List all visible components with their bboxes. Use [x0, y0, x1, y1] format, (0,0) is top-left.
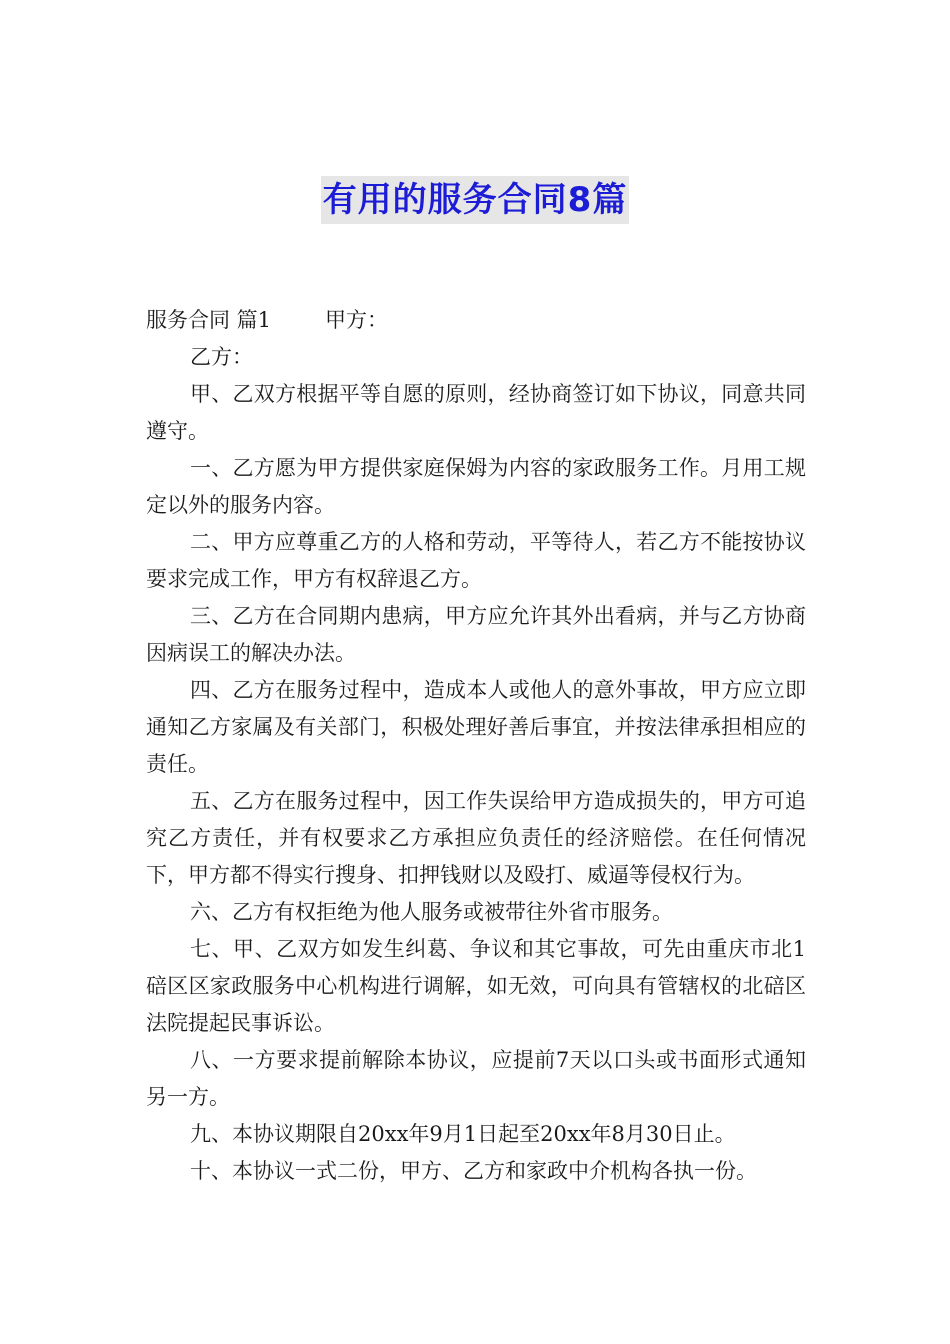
paragraph-preamble: 甲、乙双方根据平等自愿的原则，经协商签订如下协议，同意共同遵守。	[146, 382, 806, 443]
intro-line	[146, 302, 806, 339]
paragraph-clause-8: 八、一方要求提前解除本协议，应提前7天以口头或书面形式通知另一方。	[146, 1048, 806, 1109]
paragraph-clause-10: 十、本协议一式二份，甲方、乙方和家政中介机构各执一份。	[190, 1159, 757, 1183]
document-body	[146, 302, 806, 1190]
section-label: 服务合同 篇1	[146, 308, 272, 332]
title-wrap	[0, 176, 950, 224]
document-title: 有用的服务合同8篇	[321, 176, 630, 224]
paragraph-clause-2: 二、甲方应尊重乙方的人格和劳动，平等待人，若乙方不能按协议要求完成工作，甲方有权辞退乙方。	[146, 530, 806, 591]
paragraph-clause-9: 九、本协议期限自20xx年9月1日起至20xx年8月30日止。	[190, 1122, 736, 1146]
paragraph-clause-6: 六、乙方有权拒绝为他人服务或被带往外省市服务。	[190, 900, 673, 924]
paragraph-clause-4: 四、乙方在服务过程中，造成本人或他人的意外事故，甲方应立即通知乙方家属及有关部门，积极处理好善后事宜，并按法律承担相应的责任。	[146, 678, 806, 776]
party-a-label: 甲方：	[325, 308, 389, 332]
paragraph-clause-1: 一、乙方愿为甲方提供家庭保姆为内容的家政服务工作。月用工规定以外的服务内容。	[146, 456, 806, 517]
paragraph-clause-5: 五、乙方在服务过程中，因工作失误给甲方造成损失的，甲方可追究乙方责任，并有权要求乙方承担应负责任的经济赔偿。在任何情况下，甲方都不得实行搜身、扣押钱财以及殴打、威逼等侵权行为。	[146, 789, 806, 887]
paragraph-clause-3: 三、乙方在合同期内患病，甲方应允许其外出看病，并与乙方协商因病误工的解决办法。	[146, 604, 806, 665]
paragraph-clause-7: 七、甲、乙双方如发生纠葛、争议和其它事故，可先由重庆市北1碚区区家政服务中心机构进行调解，如无效，可向具有管辖权的北碚区法院提起民事诉讼。	[146, 937, 806, 1035]
paragraph-party-b: 乙方：	[190, 345, 253, 369]
